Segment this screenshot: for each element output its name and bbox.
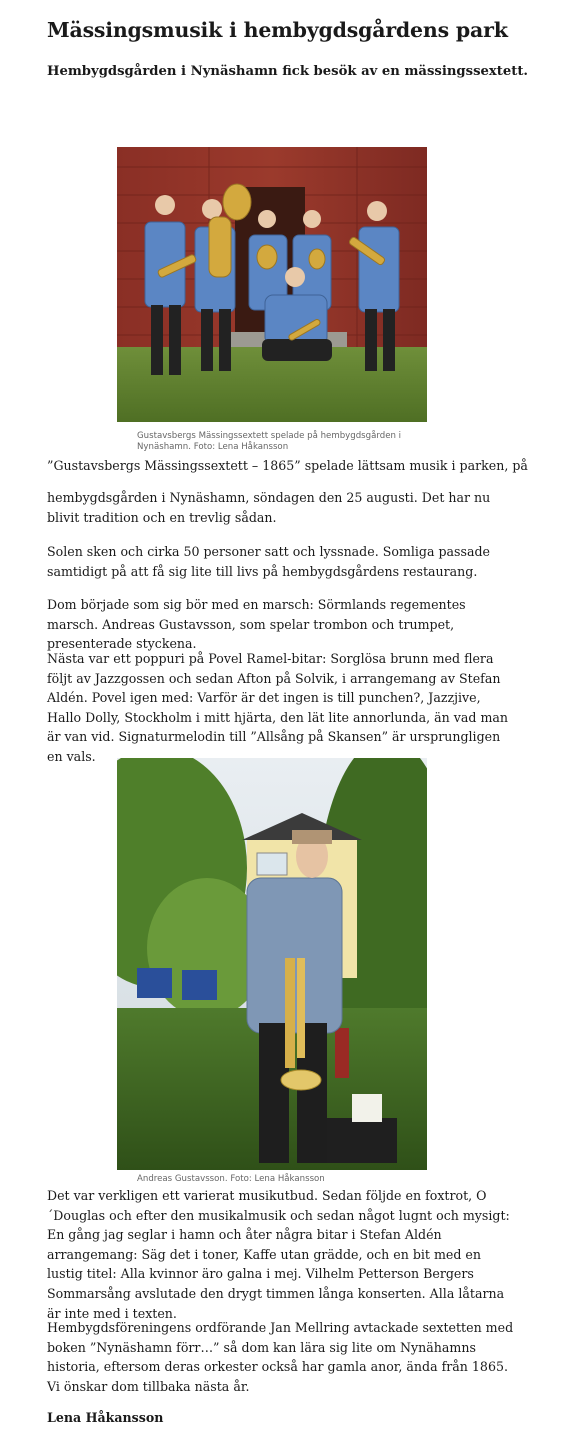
article-paragraph-2: hembygdsgården i Nynäshamn, söndagen den 25 augusti. Det har nu blivit tradition och en trevlig sådan. [47,490,491,525]
article-title: Mässingsmusik i hembygdsgårdens park [47,18,508,42]
article-paragraph-7: Hembygdsföreningens ordförande Jan Mellring avtackade sextetten med boken ”Nynäshamn förr…” så dom kan lära sig lite om Nynähamns historia, eftersom deras orkester också har gamla anor, ända från 1865. Vi önskar dom tillbaka nästa år. [47,1320,514,1394]
sextet-photo-illustration [117,147,427,422]
article-paragraph-4: Dom började som sig bör med en marsch: Sörmlands regementes marsch. Andreas Gustavsson, som spelar trombon och trumpet, presenterade styckena. [47,597,466,652]
article-paragraph-1: ”Gustavsbergs Mässingssextett – 1865” spelade lättsam musik i parken, på [47,458,528,473]
sextet-photo-caption-line1: Gustavsbergs Mässingssextett spelade på hembygdsgården i [137,431,402,441]
trombonist-photo-illustration [117,758,427,1170]
sextet-photo-caption [137,431,427,453]
author-signature: Lena Håkansson [47,1410,164,1425]
trombonist-photo [117,758,427,1170]
article-lead: Hembygdsgården i Nynäshamn fick besök av en mässingssextett. [47,64,528,79]
sextet-photo-caption-line2: Nynäshamn. Foto: Lena Håkansson [137,442,289,452]
trombonist-photo-caption: Andreas Gustavsson. Foto: Lena Håkansson [137,1174,325,1184]
article-paragraph-3: Solen sken och cirka 50 personer satt och lyssnade. Somliga passade samtidigt på att få sig lite till livs på hembygdsgårdens restaurang. [47,544,491,579]
article-paragraph-6: Det var verkligen ett varierat musikutbud. Sedan följde en foxtrot, O´Douglas och efter den musikalmusik och sedan något lugnt och mysigt: En gång jag seglar i hamn och åter några bitar i Stefan Aldén arrangemang: Säg det i toner, Kaffe utan grädde, och en bit med en lustig titel: Alla kvinnor äro galna i mej. Vilhelm Petterson Bergers Sommarsång avslutade den drygt timmen långa konserten. Alla låtarna är inte med i texten. [47,1188,510,1321]
sextet-photo [117,147,427,422]
article-paragraph-5: Nästa var ett poppuri på Povel Ramel-bitar: Sorglösa brunn med flera följt av Jazzgossen och sedan Afton på Solvik, i arrangemang av Stefan Aldén. Povel igen med: Varför är det ingen is till punchen?, Jazzjive, Hallo Dolly, Stockholm i mitt hjärta, den lät lite annorlunda, än vad man är van vid. Signaturmelodin till ”Allsång på Skansen” är ursprungligen en vals. [47,651,509,764]
